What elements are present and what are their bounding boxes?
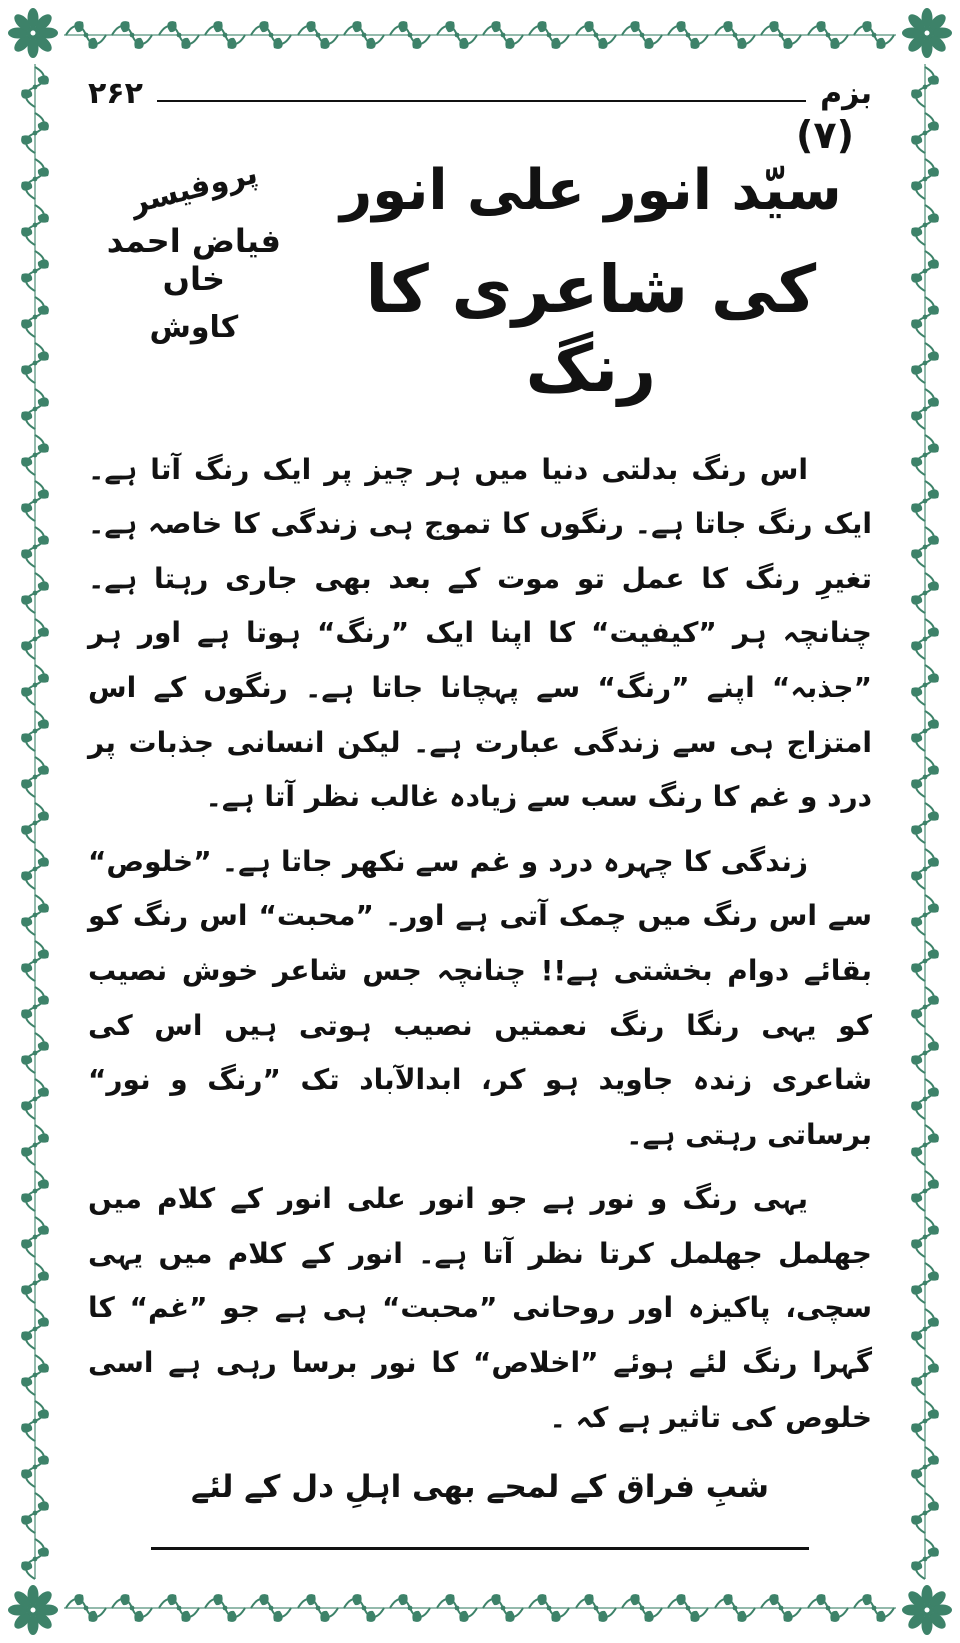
page-number: ۲۶۲ (88, 76, 143, 111)
article-title-line1: سیّد انور علی انور (339, 158, 842, 223)
header-word: بزم (820, 76, 872, 111)
corner-ornament-bottom-left (5, 1582, 61, 1638)
corner-ornament-top-right (899, 5, 955, 61)
header-rule (157, 100, 806, 102)
author-title: پروفیسر (126, 155, 261, 222)
border-ornament-top (64, 6, 896, 64)
paragraph-1: اس رنگ بدلتی دنیا میں ہر چیز پر ایک رنگ آتا ہے۔ ایک رنگ جاتا ہے۔ رنگوں کا تموج ہی زندگی کا خاصہ ہے۔ تغیرِ رنگ کا عمل تو موت کے بعد بھی جاری رہتا ہے۔ چنانچہ ہر ”کیفیت“ کا اپنا ایک ”رنگ“ ہوتا ہے اور ہر ”جذبہ“ اپنے ”رنگ“ سے پہچانا جاتا ہے۔ رنگوں کے اس امتزاج ہی سے زندگی عبارت ہے۔ لیکن انسانی جذبات پر درد و غم کا رنگ سب سے زیادہ غالب نظر آتا ہے۔ (88, 452, 872, 814)
verse-line: شبِ فراق کے لمحے بھی اہلِ دل کے لئے (190, 1469, 770, 1506)
corner-ornament-bottom-right (899, 1582, 955, 1638)
author-block (88, 157, 300, 409)
article-title (300, 157, 872, 409)
paragraph-3: یہی رنگ و نور ہے جو انور علی انور کے کلام میں جھلمل جھلمل کرتا نظر آتا ہے۔ انور کے کلام میں یہی سچی، پاکیزہ اور روحانی ”محبت“ ہی ہے جو ”غم“ کا گہرا رنگ لئے ہوئے ”اخلاص“ کا نور برسا رہی ہے اسی خلوص کی تاثیر ہے کہ ۔ (88, 1182, 872, 1434)
page-content (88, 76, 872, 1567)
corner-ornament-top-left (5, 5, 61, 61)
border-ornament-bottom (64, 1579, 896, 1637)
section-number: (۷) (796, 113, 854, 157)
author-name: فیاض احمد خاں (106, 222, 281, 298)
border-ornament-left (6, 64, 64, 1579)
page-header (88, 76, 872, 111)
border-ornament-right (896, 64, 954, 1579)
paragraph-2: زندگی کا چہرہ درد و غم سے نکھر جاتا ہے۔ ”خلوص“ سے اس رنگ میں چمک آتی ہے اور۔ ”محبت“ اس رنگ کو بقائے دوام بخشتی ہے!! چنانچہ جس شاعر خوش نصیب کو یہی رنگا رنگ نعمتیں نصیب ہوتی ہیں اس کی شاعری زندہ جاوید ہو کر، ابدالآباد تک ”رنگ و نور“ برساتی رہتی ہے۔ (88, 844, 872, 1151)
masthead (88, 157, 872, 409)
author-penname: کاوش (149, 310, 239, 345)
body-text (88, 443, 872, 1446)
bottom-rule (151, 1547, 810, 1550)
article-title-line2: کی شاعری کا رنگ (365, 251, 817, 408)
